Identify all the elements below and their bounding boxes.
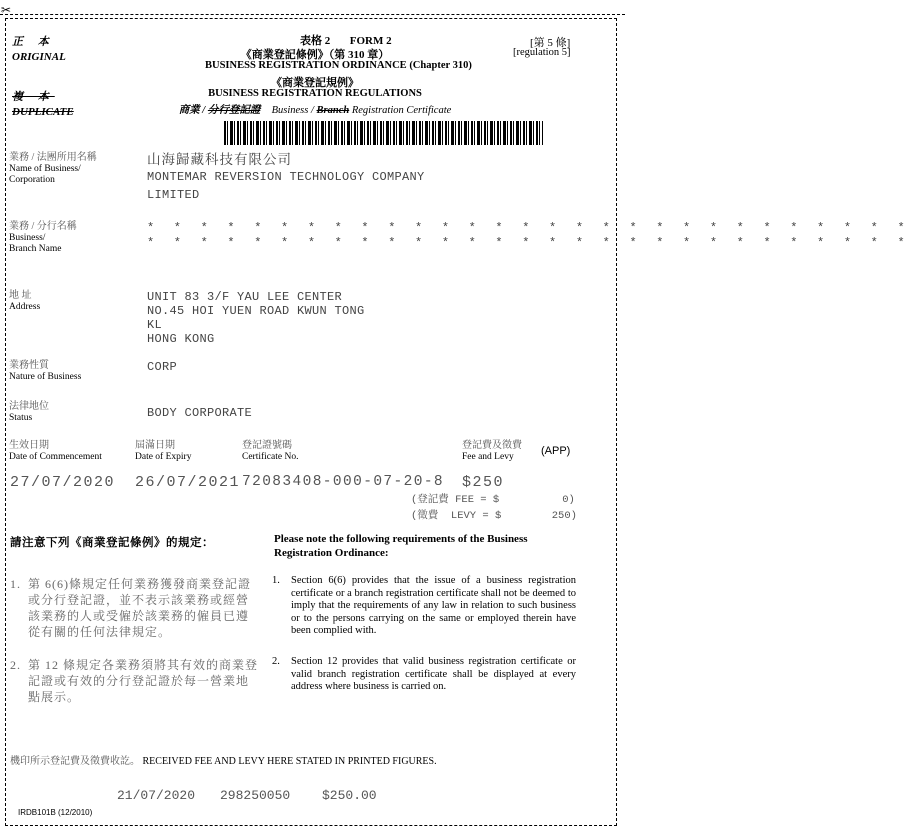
- receipt-zh: 機印所示登記費及徵費收訖。: [10, 756, 140, 767]
- commencement-label-en: Date of Commencement: [9, 452, 102, 462]
- duplicate-en: DUPLICATE: [12, 106, 74, 118]
- original-zh: 正 本: [12, 36, 55, 48]
- notes-heading-en: Please note the following requirements of the Business Registration Ordinance:: [274, 533, 528, 559]
- levy-breakdown: (徵費 LEVY = $ 250): [411, 510, 577, 522]
- name-label: [9, 152, 97, 186]
- schedule-en: [regulation 5]: [513, 47, 571, 58]
- name-label-en2: Corporation: [9, 175, 55, 185]
- regulations-zh: 《商業登記規例》: [271, 77, 359, 89]
- branch-label-en1: Business/: [9, 233, 46, 243]
- fee-value: $250: [462, 474, 505, 491]
- note1-zh: 第 6(6)條規定任何業務獲發商業登記證或分行登記證，並不表示該業務或經營該業務的人或受僱於該業務的僱員已遵從有關的任何法律規定。: [28, 577, 251, 639]
- commencement-value: 27/07/2020: [10, 474, 116, 491]
- nature-value: CORP: [147, 360, 178, 374]
- address-line4: HONG KONG: [147, 332, 215, 346]
- note2-num-en: 2.: [272, 656, 280, 667]
- expiry-label-en: Date of Expiry: [135, 452, 192, 462]
- name-value-zh: 山海歸藏科技有限公司: [147, 152, 292, 167]
- nature-label: [9, 360, 81, 383]
- expiry-label-zh: 屆滿日期: [135, 440, 175, 451]
- address-line2: NO.45 HOI YUEN ROAD KWUN TONG: [147, 304, 365, 318]
- form-en: FORM 2: [349, 35, 392, 47]
- status-label: [9, 401, 49, 424]
- address-label-en: Address: [9, 302, 41, 312]
- status-value: BODY CORPORATE: [147, 406, 253, 420]
- scissors-icon: ✂: [1, 3, 12, 17]
- cert-en-a: Business /: [271, 105, 314, 116]
- address-label-zh: 地 址: [9, 290, 32, 301]
- status-label-en: Status: [9, 413, 33, 423]
- note2-zh: 第 12 條規定各業務須將其有效的商業登記證或有效的分行登記證於每一營業地點展示。: [28, 658, 259, 704]
- branch-label-zh: 業務 / 分行名稱: [9, 221, 77, 232]
- name-label-zh: 業務 / 法團所用名稱: [9, 152, 97, 163]
- certno-label-en: Certificate No.: [242, 452, 299, 462]
- certno-label-zh: 登記證號碼: [242, 440, 292, 451]
- fee-app: (APP): [541, 445, 571, 457]
- cert-en-b: Branch: [316, 105, 350, 116]
- form-zh: 表格 2: [300, 35, 331, 47]
- note2-num-zh: 2.: [10, 658, 21, 672]
- nature-label-zh: 業務性質: [9, 360, 49, 371]
- receipt-en: RECEIVED FEE AND LEVY HERE STATED IN PRINTED FIGURES.: [142, 756, 437, 767]
- barcode: [224, 121, 543, 145]
- note1-en: Section 6(6) provides that the issue of a business registration certificate or a branch registration certificate shall not be deemed to imply that the requirements of any law in relation to such business or to the persons carrying on the same or employed therein have been complied with.: [291, 575, 576, 637]
- ordinance-zh: 《商業登記條例》（第 310 章）: [240, 49, 390, 61]
- branch-label-en2: Branch Name: [9, 244, 62, 254]
- ordinance-en: BUSINESS REGISTRATION ORDINANCE (Chapter 310): [205, 60, 472, 71]
- fee-label: [462, 440, 522, 463]
- cert-zh-a: 商業 /: [178, 105, 206, 116]
- expiry-value: 26/07/2021: [135, 474, 241, 491]
- notes-heading-zh: 請注意下列《商業登記條例》的規定：: [10, 537, 214, 549]
- note1-num-en: 1.: [272, 575, 280, 586]
- address-label: [9, 290, 40, 313]
- schedule-zh: [第 5 條]: [530, 37, 571, 49]
- certno-value: 72083408-000-07-20-8: [242, 474, 445, 490]
- commencement-label-zh: 生效日期: [9, 440, 49, 451]
- nature-label-en: Nature of Business: [9, 372, 82, 382]
- name-value-en2: LIMITED: [147, 188, 200, 202]
- receipt-line: [10, 752, 437, 767]
- fee-breakdown: (登記費 FEE = $ 0): [411, 494, 575, 506]
- cut-line: [0, 14, 625, 15]
- status-label-zh: 法律地位: [9, 401, 49, 412]
- cert-zh-b: 分行登記證: [207, 105, 261, 116]
- fee-label-en: Fee and Levy: [462, 452, 514, 462]
- address-value: [147, 290, 365, 346]
- note1-num-zh: 1.: [10, 577, 21, 591]
- form-code: IRDB101B (12/2010): [18, 808, 93, 817]
- branch-stars-2: * * * * * * * * * * * * * * * * * * * * * * * * * * * * *: [147, 236, 911, 250]
- address-line3: KL: [147, 318, 163, 332]
- cert-en-c: Registration Certificate: [351, 105, 452, 116]
- payment-ref: 298250050: [220, 788, 291, 803]
- name-value-en1: MONTEMAR REVERSION TECHNOLOGY COMPANY: [147, 170, 425, 184]
- address-line1: UNIT 83 3/F YAU LEE CENTER: [147, 290, 343, 304]
- note2-en: Section 12 provides that valid business registration certificate or valid branch registration certificate shall be displayed at every address where business is carried on.: [291, 656, 576, 693]
- fee-label-zh: 登記費及徵費: [462, 440, 522, 451]
- original-en: ORIGINAL: [12, 51, 66, 63]
- branch-stars-1: * * * * * * * * * * * * * * * * * * * * * * * * * * * * *: [147, 221, 911, 235]
- duplicate-zh: 複 本: [12, 91, 55, 103]
- name-label-en1: Name of Business/: [9, 164, 81, 174]
- branch-label: [9, 221, 77, 255]
- regulations-en: BUSINESS REGISTRATION REGULATIONS: [208, 88, 422, 99]
- certno-label: [242, 440, 298, 463]
- payment-date: 21/07/2020: [117, 788, 196, 803]
- expiry-label: [135, 440, 191, 463]
- name-value: [147, 151, 425, 204]
- certificate-title: [0, 102, 630, 117]
- payment-amount: $250.00: [322, 788, 377, 803]
- commencement-label: [9, 440, 102, 463]
